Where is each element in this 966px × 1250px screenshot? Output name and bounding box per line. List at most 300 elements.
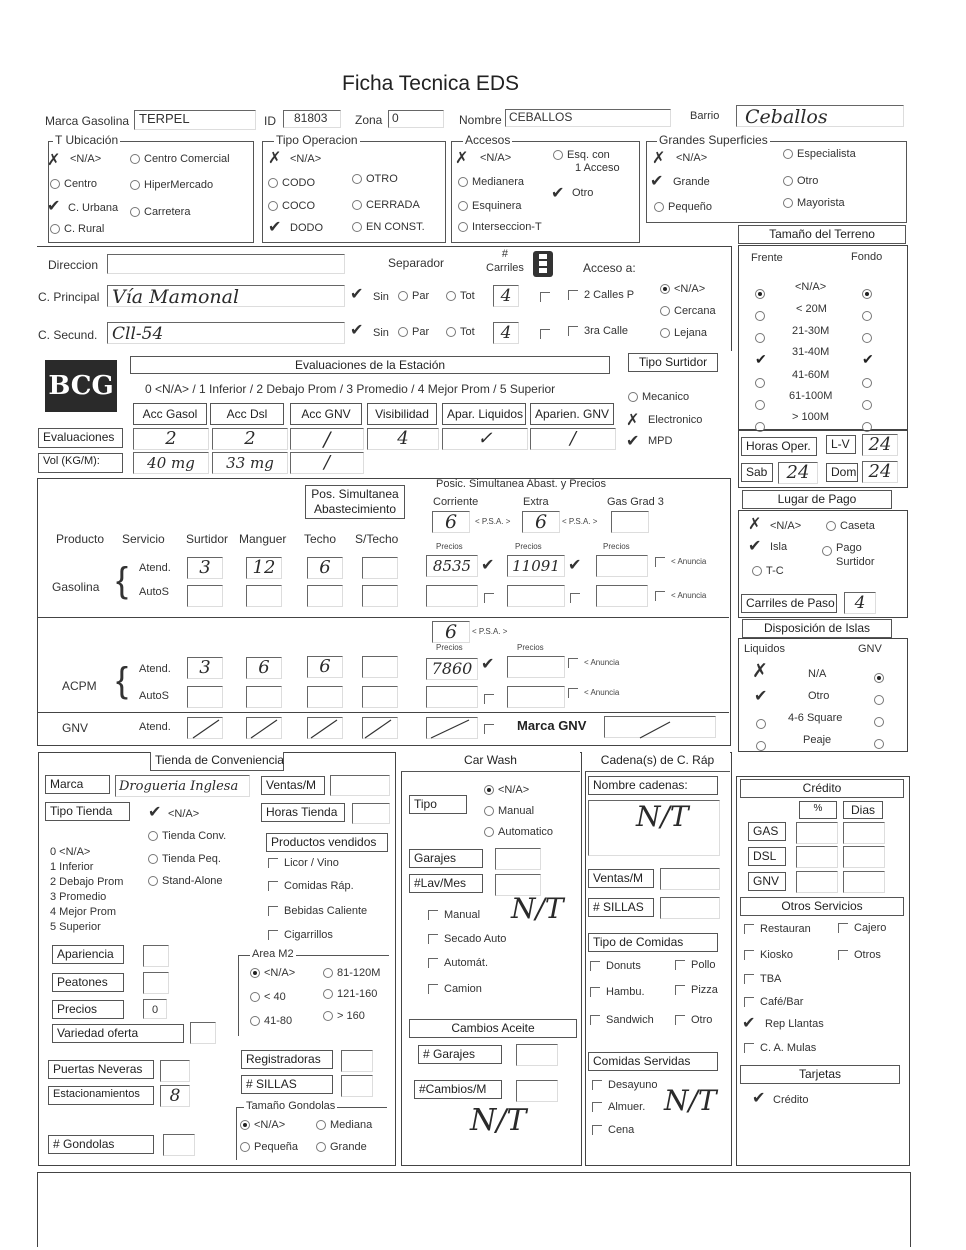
carwash-automat[interactable] xyxy=(428,957,488,969)
prod-cigarrillos[interactable] xyxy=(268,929,333,941)
servicio-rep[interactable]: Rep Llantas xyxy=(765,1018,824,1030)
tienda-sillas-field[interactable] xyxy=(341,1075,373,1097)
eval-acc-dsl[interactable]: 2 xyxy=(212,428,288,450)
terreno-r2: 21-30M xyxy=(792,325,830,337)
credito-dsl-label: DSL xyxy=(748,847,786,866)
area-121[interactable] xyxy=(323,988,377,1000)
acpm-autos-surtidor[interactable] xyxy=(187,686,223,708)
radio-icon xyxy=(446,291,456,301)
credito-dsl-pct[interactable] xyxy=(796,846,838,868)
cadenas-sillas-field[interactable] xyxy=(660,897,720,919)
apariencia-field[interactable] xyxy=(143,945,169,967)
radio-icon xyxy=(398,291,408,301)
anuncia-option[interactable] xyxy=(568,658,619,668)
horas-sab-field[interactable]: 24 xyxy=(778,462,818,484)
acceso-lejana[interactable] xyxy=(660,327,707,339)
precios-tienda-field[interactable]: 0 xyxy=(143,999,167,1019)
pago-surtidor[interactable] xyxy=(822,542,875,569)
ubicacion-na[interactable]: <N/A> xyxy=(70,153,102,165)
anuncia-option[interactable] xyxy=(655,557,706,567)
pos-sim-label: Pos. Simultanea Abastecimiento xyxy=(305,485,405,519)
terreno-na: <N/A> xyxy=(795,281,827,293)
option-label: Tot xyxy=(460,290,475,302)
direccion-field[interactable] xyxy=(107,254,345,274)
radio-icon xyxy=(323,1011,333,1021)
gasolina-autos-label: AutoS xyxy=(139,586,169,598)
gasolina-autos-precio-3[interactable] xyxy=(596,585,648,607)
evaluaciones-scale: 0 <N/A> / 1 Inferior / 2 Debajo Prom / 3 Promedio / 4 Mejor Prom / 5 Superior xyxy=(145,382,556,396)
checkbox-icon xyxy=(428,910,438,920)
option-label: Caseta xyxy=(840,520,875,532)
option-label: EN CONST. xyxy=(366,221,425,233)
carwash-na[interactable] xyxy=(484,784,529,796)
area-title: Area M2 xyxy=(252,948,294,960)
credito-gnv-dias[interactable] xyxy=(843,871,885,893)
pago-caseta[interactable] xyxy=(826,520,875,532)
terreno-r1: < 20M xyxy=(796,303,827,315)
carriles-principal-field[interactable]: 4 xyxy=(493,285,519,307)
gasolina-pos-corriente[interactable]: 6 xyxy=(432,511,470,533)
gasolina-autos-surtidor[interactable] xyxy=(187,585,223,607)
prod-comidas[interactable] xyxy=(268,880,354,892)
option-label: 3ra Calle xyxy=(584,325,629,337)
option-label: Tot xyxy=(460,326,475,338)
anuncia-option[interactable] xyxy=(568,688,619,698)
terreno-r4: 41-60M xyxy=(792,369,830,381)
variedad-field[interactable] xyxy=(190,1022,216,1044)
carwash-c-manual[interactable] xyxy=(428,909,480,921)
servida-desayuno[interactable] xyxy=(592,1079,658,1091)
vol-acc-gnv[interactable]: / xyxy=(290,452,364,474)
radio-icon xyxy=(484,806,494,816)
productos-vendidos-title: Productos vendidos xyxy=(266,833,388,852)
acceso-na[interactable] xyxy=(660,283,705,295)
cadenas-sillas-label: # SILLAS xyxy=(588,898,654,917)
checkbox-icon xyxy=(744,1043,754,1053)
option-label: Pequeño xyxy=(668,201,713,213)
area-41[interactable] xyxy=(250,1015,292,1027)
sep1-tot[interactable] xyxy=(446,290,475,302)
checkbox-icon xyxy=(592,1080,602,1090)
sep1-sin[interactable]: Sin xyxy=(373,291,389,303)
islas-liq-radios[interactable] xyxy=(756,712,770,756)
radio-icon xyxy=(660,328,670,338)
carwash-garajes-field[interactable] xyxy=(495,848,541,870)
bcg-logo: BCG xyxy=(45,360,117,412)
carwash-secado[interactable] xyxy=(428,933,506,945)
pago-isla[interactable]: Isla xyxy=(770,541,788,553)
comida-pizza[interactable] xyxy=(675,984,718,996)
nombre-label: Nombre xyxy=(459,113,502,127)
checkbox-icon xyxy=(744,950,754,960)
carwash-lav-label: #Lav/Mes xyxy=(409,874,483,893)
ubicacion-carretera[interactable] xyxy=(130,206,190,218)
gasolina-autos-precio-1[interactable] xyxy=(426,585,478,607)
grandes-title: Grandes Superficies xyxy=(659,133,768,147)
aceite-garajes-label: # Garajes xyxy=(418,1045,502,1064)
carwash-tipo-label: Tipo xyxy=(409,795,467,814)
gasolina-pos-extra[interactable]: 6 xyxy=(522,511,560,533)
option-label: Medianera xyxy=(472,176,524,188)
option-label: Esq. con xyxy=(567,149,610,161)
eval-acc-gasol[interactable]: 2 xyxy=(133,428,209,450)
accesos-medianera[interactable] xyxy=(458,176,524,188)
carriles-paso-label: Carriles de Paso xyxy=(741,594,837,613)
servicio-restauran[interactable] xyxy=(744,923,811,935)
islas-square[interactable]: 4-6 Square xyxy=(788,712,843,724)
cadenas-title: Cadena(s) de C. Ráp xyxy=(585,752,730,772)
checkbox-icon xyxy=(268,858,278,868)
scale-item: 4 Mejor Prom xyxy=(50,906,117,918)
checkmark-icon: ✔ xyxy=(148,802,162,821)
radio-icon xyxy=(484,827,494,837)
checkbox-icon xyxy=(590,1015,600,1025)
acceso-cercana[interactable] xyxy=(660,305,716,317)
pago-title: Lugar de Pago xyxy=(742,490,892,509)
credito-gas-label: GAS xyxy=(748,822,786,841)
credito-gnv-label: GNV xyxy=(748,872,786,891)
nombre-field[interactable]: CEBALLOS xyxy=(505,109,671,127)
option-label: < Anuncia xyxy=(584,688,620,698)
comida-otro[interactable] xyxy=(675,1014,712,1026)
horas-lv-field[interactable]: 24 xyxy=(862,434,898,456)
terreno-fondo: Fondo xyxy=(851,251,883,263)
checkbox-secund[interactable] xyxy=(540,326,556,340)
grandes-especialista[interactable] xyxy=(783,148,856,160)
sep2-sin[interactable]: Sin xyxy=(373,327,389,339)
checkbox-icon xyxy=(568,658,578,668)
gondola-mediana[interactable] xyxy=(316,1119,372,1131)
credito-gas-pct[interactable] xyxy=(796,822,838,844)
acpm-autos-manguer[interactable] xyxy=(246,686,282,708)
grandes-mayorista[interactable] xyxy=(783,197,845,209)
operacion-coco[interactable] xyxy=(268,200,315,212)
acpm-autos-techo[interactable] xyxy=(307,686,343,708)
servida-almuer[interactable] xyxy=(592,1101,645,1113)
prod-licor[interactable] xyxy=(268,857,339,869)
radio-icon xyxy=(756,719,766,729)
comida-pollo[interactable] xyxy=(675,959,715,971)
ventas-field[interactable] xyxy=(330,775,390,796)
option-label: Pollo xyxy=(691,959,716,971)
islas-gnv-radios[interactable] xyxy=(874,666,888,754)
carwash-manual[interactable] xyxy=(484,805,534,817)
acpm-autos-precio-1[interactable] xyxy=(426,686,478,708)
acpm-label: ACPM xyxy=(62,679,97,693)
tipo-tienda-peq[interactable] xyxy=(148,853,221,865)
servicio-kiosko[interactable] xyxy=(744,949,793,961)
option-label: Otros xyxy=(854,949,881,961)
ubicacion-c-urbana[interactable]: C. Urbana xyxy=(68,202,119,214)
id-field[interactable]: 81803 xyxy=(283,110,341,128)
operacion-cerrada[interactable] xyxy=(352,199,420,211)
option-label: CERRADA xyxy=(366,199,420,211)
operacion-codo[interactable] xyxy=(268,177,315,189)
acpm-autos-precio-2[interactable] xyxy=(507,686,565,708)
accesos-interseccion[interactable] xyxy=(458,221,542,233)
gasolina-manguer[interactable]: 12 xyxy=(246,557,282,579)
gasolina-s-techo[interactable] xyxy=(362,557,398,579)
checkbox-icon xyxy=(540,292,550,302)
checkmark-icon: ✔ xyxy=(862,351,874,367)
terreno-fondo-radios[interactable] xyxy=(862,282,876,437)
prod-bebidas[interactable] xyxy=(268,905,367,917)
gasolina-autos-techo[interactable] xyxy=(307,585,343,607)
radio-icon xyxy=(654,202,664,212)
registradoras-field[interactable] xyxy=(341,1050,373,1072)
tipo-tienda-stand[interactable] xyxy=(148,875,223,887)
radio-icon xyxy=(398,327,408,337)
checkbox-icon xyxy=(268,906,278,916)
surtidor-header: Surtidor xyxy=(186,532,229,546)
sep2-par[interactable] xyxy=(398,326,429,338)
aceite-garajes-field[interactable] xyxy=(516,1044,558,1066)
operacion-dodo[interactable]: DODO xyxy=(290,222,323,234)
brace-icon: { xyxy=(116,659,129,700)
gasolina-autos-precio-2[interactable] xyxy=(507,585,565,607)
servicio-otros[interactable] xyxy=(838,949,881,961)
checkbox-gas-autos-2[interactable] xyxy=(570,590,586,604)
gasolina-autos-s-techo[interactable] xyxy=(362,585,398,607)
operacion-en-const[interactable] xyxy=(352,221,425,233)
peatones-label: Peatones xyxy=(52,973,124,992)
servicio-tba[interactable] xyxy=(744,973,781,985)
credito-dsl-dias[interactable] xyxy=(843,846,885,868)
acpm-techo[interactable]: 6 xyxy=(307,656,343,678)
option-label: <N/A> xyxy=(264,967,296,979)
radio-icon xyxy=(323,989,333,999)
islas-otro[interactable]: Otro xyxy=(808,690,830,702)
zona-field[interactable]: 0 xyxy=(388,110,444,128)
option-label: Especialista xyxy=(797,148,856,160)
carriles-paso-field[interactable]: 4 xyxy=(844,592,876,614)
gas-grad-label: Gas Grad 3 xyxy=(607,496,664,508)
barrio-field[interactable]: Ceballos xyxy=(736,105,904,127)
accesos-na[interactable]: <N/A> xyxy=(480,152,512,164)
operacion-na[interactable]: <N/A> xyxy=(290,153,322,165)
gasolina-precio-extra[interactable]: 11091 xyxy=(507,555,565,577)
accesos-otro[interactable]: Otro xyxy=(572,187,594,199)
tipo-tienda-na[interactable]: <N/A> xyxy=(168,808,200,820)
radio-icon xyxy=(130,207,140,217)
scale-item: 2 Debajo Prom xyxy=(50,876,124,888)
horas-lv-label: L-V xyxy=(826,435,856,454)
grandes-grande[interactable]: Grande xyxy=(673,176,710,188)
islas-peaje[interactable]: Peaje xyxy=(803,734,832,746)
acceso-a-label: Acceso a: xyxy=(583,261,636,275)
ubicacion-c-rural[interactable] xyxy=(50,223,104,235)
acpm-pos[interactable]: 6 xyxy=(432,621,470,643)
option-label: C. A. Mulas xyxy=(760,1042,817,1054)
eval-apar-liquidos[interactable]: ✓ xyxy=(442,428,528,450)
tres-calle-option[interactable] xyxy=(568,325,628,337)
option-label: OTRO xyxy=(366,173,398,185)
radio-icon xyxy=(250,992,260,1002)
n-gondolas-field[interactable] xyxy=(163,1134,195,1156)
precios-tienda-label: Precios xyxy=(52,1000,124,1019)
n-gondolas-label: # Gondolas xyxy=(48,1135,154,1154)
peatones-field[interactable] xyxy=(143,972,169,994)
operacion-title: Tipo Operacion xyxy=(276,133,358,147)
precios-label: Precios xyxy=(515,542,542,551)
terreno-r6: > 100M xyxy=(792,411,829,423)
carwash-camion[interactable] xyxy=(428,983,482,995)
acpm-manguer[interactable]: 6 xyxy=(246,657,282,679)
carwash-automatico[interactable] xyxy=(484,826,553,838)
precios-label: Precios xyxy=(517,643,544,652)
servicio-cajero[interactable] xyxy=(838,922,886,934)
option-label: <N/A> xyxy=(674,283,706,295)
eval-visibilidad[interactable]: 4 xyxy=(367,428,439,450)
acpm-s-techo[interactable] xyxy=(362,656,398,678)
gondola-grande[interactable] xyxy=(316,1141,367,1153)
checkmark-icon: ✗ xyxy=(752,660,768,682)
gasolina-precio-corriente[interactable]: 8535 xyxy=(426,555,478,577)
option-label: Tienda Peq. xyxy=(162,853,221,865)
eval-col-acc-gasol: Acc Gasol xyxy=(133,403,207,425)
servida-cena[interactable] xyxy=(592,1124,634,1136)
comida-sandwich[interactable] xyxy=(590,1014,654,1026)
c-secund-field[interactable]: Cll-54 xyxy=(107,322,345,344)
gnv-strike-marks xyxy=(185,712,725,742)
apariencia-label: Apariencia xyxy=(52,945,124,964)
checkbox-principal[interactable] xyxy=(540,289,556,303)
aceite-nt: N/T xyxy=(470,1103,527,1138)
radio-icon xyxy=(484,785,494,795)
c-principal-field[interactable]: Vía Mamonal xyxy=(107,285,345,307)
gasolina-pos-grad3[interactable] xyxy=(611,511,649,533)
checkbox-acpm-autos[interactable] xyxy=(484,691,500,705)
comida-donuts[interactable] xyxy=(590,960,641,972)
accesos-esquinera[interactable] xyxy=(458,200,522,212)
precios-label: Precios xyxy=(436,643,463,652)
radio-icon xyxy=(862,333,872,343)
psa-label: < P.S.A. > xyxy=(472,627,508,636)
checkbox-icon xyxy=(838,950,848,960)
id-label: ID xyxy=(264,114,276,128)
grandes-pequeno[interactable] xyxy=(654,201,712,213)
area-160[interactable] xyxy=(323,1010,365,1022)
checkbox-gas-autos-1[interactable] xyxy=(484,590,500,604)
pago-tc[interactable] xyxy=(752,565,784,577)
dos-calles-option[interactable] xyxy=(568,289,634,301)
aceite-cambios-field[interactable] xyxy=(516,1080,558,1102)
checkbox-icon xyxy=(744,924,754,934)
option-label: < Anuncia xyxy=(584,658,620,668)
area-81[interactable] xyxy=(323,967,380,979)
option-label: Par xyxy=(412,290,430,302)
surtidor-electronico[interactable]: Electronico xyxy=(648,414,703,426)
gondolas-size-title: Tamaño Gondolas xyxy=(246,1100,336,1112)
cadenas-ventas-field[interactable] xyxy=(660,868,720,890)
marca-field[interactable]: TERPEL xyxy=(134,110,256,130)
carriles-secund-field[interactable]: 4 xyxy=(493,322,519,344)
ubicacion-centro[interactable] xyxy=(50,178,97,190)
comida-hambu[interactable] xyxy=(590,986,645,998)
surtidor-mecanico[interactable] xyxy=(628,391,689,403)
terreno-r3: 31-40M xyxy=(792,346,830,358)
gondola-pequena[interactable] xyxy=(240,1141,298,1153)
operacion-otro[interactable] xyxy=(352,173,398,185)
eval-acc-gnv[interactable]: / xyxy=(290,428,364,450)
estacionamientos-field[interactable]: 8 xyxy=(160,1085,190,1107)
radio-icon xyxy=(250,968,260,978)
gondola-na[interactable] xyxy=(240,1119,285,1131)
horas-tienda-field[interactable] xyxy=(352,803,390,824)
sep2-tot[interactable] xyxy=(446,326,475,338)
option-label: 2 Calles P xyxy=(584,289,635,301)
surtidor-mpd[interactable]: MPD xyxy=(648,435,673,447)
vol-acc-gasol[interactable]: 40 mg xyxy=(133,452,209,474)
option-label: Stand-Alone xyxy=(162,875,223,887)
area-na[interactable] xyxy=(250,967,295,979)
notes-area[interactable] xyxy=(37,1172,911,1247)
islas-na[interactable]: N/A xyxy=(808,668,827,680)
checkbox-icon xyxy=(428,934,438,944)
pago-na[interactable]: <N/A> xyxy=(770,520,802,532)
area-40[interactable] xyxy=(250,991,286,1003)
tarjeta-credito[interactable]: Crédito xyxy=(773,1094,809,1106)
anuncia-option[interactable] xyxy=(655,591,706,601)
radio-icon xyxy=(874,673,884,683)
checkbox-icon xyxy=(675,985,685,995)
producto-header: Producto xyxy=(56,532,105,546)
gasolina-surtidor[interactable]: 3 xyxy=(187,557,223,579)
tipo-tienda-conv[interactable] xyxy=(148,830,226,842)
psa-label: < P.S.A. > xyxy=(562,517,598,526)
servicio-cafe[interactable] xyxy=(744,996,803,1008)
grandes-otro[interactable] xyxy=(783,175,818,187)
checkmark-icon: ✔ xyxy=(551,183,565,202)
ubicacion-centro-comercial[interactable] xyxy=(130,153,230,165)
servicio-mulas[interactable] xyxy=(744,1042,816,1054)
carriles-label: # Carriles xyxy=(486,248,524,274)
credito-gas-dias[interactable] xyxy=(843,822,885,844)
radio-icon xyxy=(316,1142,326,1152)
acpm-surtidor[interactable]: 3 xyxy=(187,657,223,679)
credito-gnv-pct[interactable] xyxy=(796,871,838,893)
acpm-precio[interactable]: 7860 xyxy=(426,658,478,680)
accesos-esq-con[interactable] xyxy=(553,149,620,175)
option-label: < Anuncia xyxy=(671,591,707,601)
tienda-marca-field[interactable]: Drogueria Inglesa xyxy=(115,775,250,797)
terreno-frente-radios[interactable] xyxy=(755,282,769,437)
horas-dom-field[interactable]: 24 xyxy=(862,461,898,483)
cadenas-nombre-label: Nombre cadenas: xyxy=(588,776,718,795)
grandes-na[interactable]: <N/A> xyxy=(676,152,708,164)
variedad-label: Variedad oferta xyxy=(52,1024,184,1043)
checkmark-icon: ✗ xyxy=(47,150,61,169)
radio-icon xyxy=(458,201,468,211)
acpm-autos-s-techo[interactable] xyxy=(362,686,398,708)
gasolina-autos-manguer[interactable] xyxy=(246,585,282,607)
checkmark-icon: ✔ xyxy=(481,555,495,574)
ventas-label: Ventas/M xyxy=(261,776,325,795)
radio-icon xyxy=(755,333,765,343)
checkmark-icon: ✔ xyxy=(568,555,582,574)
psa-label: < P.S.A. > xyxy=(475,517,511,526)
puertas-field[interactable] xyxy=(160,1060,190,1082)
gasolina-precio-grad3[interactable] xyxy=(596,555,648,577)
sep1-par[interactable] xyxy=(398,290,429,302)
gasolina-techo[interactable]: 6 xyxy=(307,557,343,579)
ubicacion-hipermercado[interactable] xyxy=(130,179,213,191)
vol-acc-dsl[interactable]: 33 mg xyxy=(212,452,288,474)
eval-aparien-gnv[interactable]: / xyxy=(530,428,616,450)
precios-label: Precios xyxy=(436,542,463,551)
acpm-precio-2[interactable] xyxy=(507,656,565,678)
checkmark-icon: ✔ xyxy=(650,171,664,190)
